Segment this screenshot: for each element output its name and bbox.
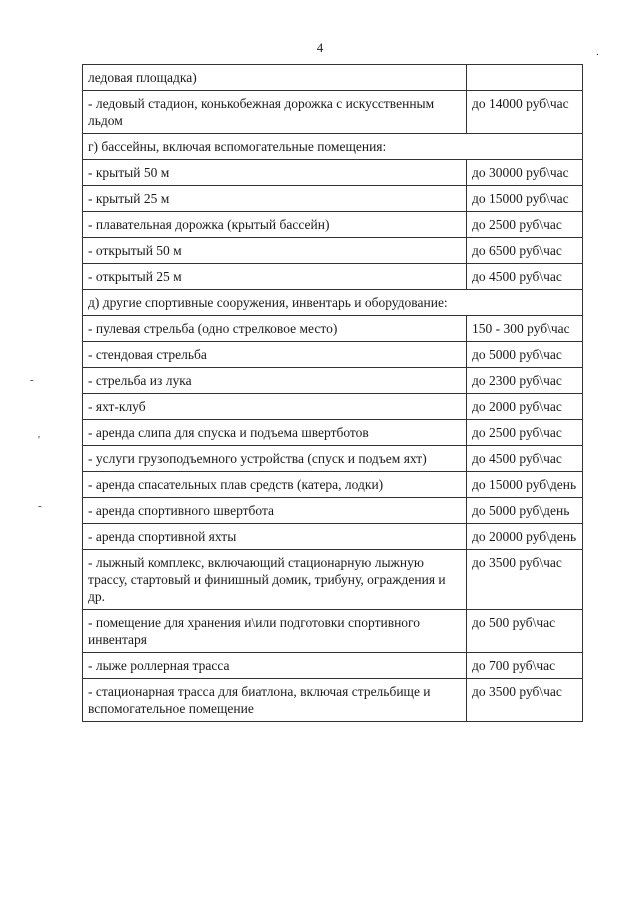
service-name-cell: - аренда спортивной яхты	[83, 524, 467, 550]
service-name-cell: - лыже роллерная трасса	[83, 653, 467, 679]
price-cell: до 15000 руб\час	[467, 186, 583, 212]
price-cell: до 2000 руб\час	[467, 394, 583, 420]
service-name-cell: - ледовый стадион, конькобежная дорожка с искусственным льдом	[83, 91, 467, 134]
price-cell: до 700 руб\час	[467, 653, 583, 679]
table-row	[83, 65, 583, 91]
table-row	[83, 498, 583, 524]
service-name-cell: - яхт-клуб	[83, 394, 467, 420]
section-heading: г) бассейны, включая вспомогательные помещения:	[83, 134, 583, 160]
table-row	[83, 91, 583, 134]
section-heading: д) другие спортивные сооружения, инвентарь и оборудование:	[83, 290, 583, 316]
table-row	[83, 238, 583, 264]
service-name-cell: - аренда слипа для спуска и подъема швертботов	[83, 420, 467, 446]
scan-speck: '	[38, 434, 40, 446]
scan-speck: -	[30, 374, 34, 386]
service-name-cell: - стационарная трасса для биатлона, включая стрельбище и вспомогательное помещение	[83, 679, 467, 722]
price-cell: до 4500 руб\час	[467, 446, 583, 472]
scan-speck: .	[596, 46, 599, 58]
service-name-cell: - помещение для хранения и\или подготовки спортивного инвентаря	[83, 610, 467, 653]
price-cell: до 14000 руб\час	[467, 91, 583, 134]
table-row	[83, 653, 583, 679]
section-row	[83, 290, 583, 316]
price-cell: до 2500 руб\час	[467, 420, 583, 446]
service-name-cell: - аренда спортивного швертбота	[83, 498, 467, 524]
price-cell: до 15000 руб\день	[467, 472, 583, 498]
table-row	[83, 264, 583, 290]
price-cell: до 5000 руб\день	[467, 498, 583, 524]
service-name-cell: - пулевая стрельба (одно стрелковое место)	[83, 316, 467, 342]
price-cell: до 30000 руб\час	[467, 160, 583, 186]
price-cell: до 500 руб\час	[467, 610, 583, 653]
service-name-cell: - плавательная дорожка (крытый бассейн)	[83, 212, 467, 238]
table-row	[83, 368, 583, 394]
table-row	[83, 420, 583, 446]
price-cell: до 6500 руб\час	[467, 238, 583, 264]
price-cell	[467, 65, 583, 91]
table-row	[83, 394, 583, 420]
scan-speck: -	[38, 500, 42, 512]
service-name-cell: - услуги грузоподъемного устройства (спуск и подъем яхт)	[83, 446, 467, 472]
price-cell: 150 - 300 руб\час	[467, 316, 583, 342]
price-cell: до 3500 руб\час	[467, 679, 583, 722]
service-name-cell: - аренда спасательных плав средств (катера, лодки)	[83, 472, 467, 498]
table-row	[83, 472, 583, 498]
price-cell: до 2500 руб\час	[467, 212, 583, 238]
service-name-cell: - стендовая стрельба	[83, 342, 467, 368]
service-name-cell: ледовая площадка)	[83, 65, 467, 91]
service-name-cell: - стрельба из лука	[83, 368, 467, 394]
price-cell: до 3500 руб\час	[467, 550, 583, 610]
price-cell: до 4500 руб\час	[467, 264, 583, 290]
tariff-table-body	[83, 65, 583, 722]
table-row	[83, 212, 583, 238]
table-row	[83, 610, 583, 653]
service-name-cell: - открытый 25 м	[83, 264, 467, 290]
table-row	[83, 679, 583, 722]
table-row	[83, 446, 583, 472]
table-row	[83, 524, 583, 550]
tariff-table	[82, 64, 583, 722]
section-row	[83, 134, 583, 160]
table-row	[83, 342, 583, 368]
page-number: 4	[316, 40, 324, 55]
price-cell: до 20000 руб\день	[467, 524, 583, 550]
price-cell: до 5000 руб\час	[467, 342, 583, 368]
table-row	[83, 550, 583, 610]
service-name-cell: - крытый 25 м	[83, 186, 467, 212]
table-row	[83, 186, 583, 212]
service-name-cell: - лыжный комплекс, включающий стационарную лыжную трассу, стартовый и финишный домик, трибуну, ограждения и др.	[83, 550, 467, 610]
table-row	[83, 316, 583, 342]
service-name-cell: - крытый 50 м	[83, 160, 467, 186]
table-row	[83, 160, 583, 186]
service-name-cell: - открытый 50 м	[83, 238, 467, 264]
price-cell: до 2300 руб\час	[467, 368, 583, 394]
